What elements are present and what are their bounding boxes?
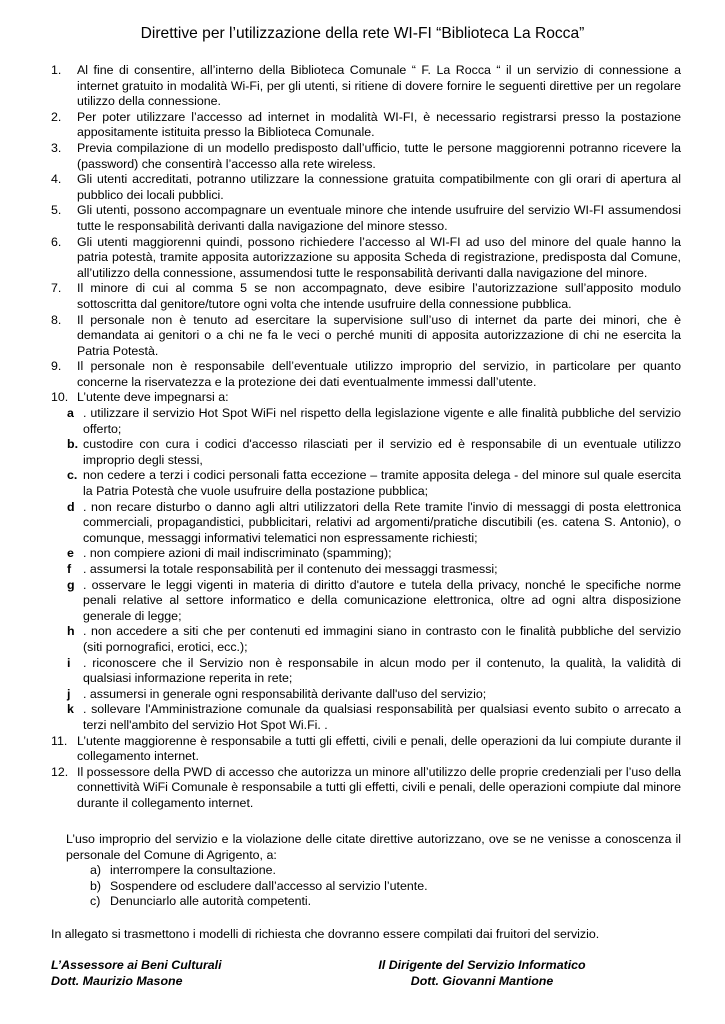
action-item [90, 863, 681, 879]
signature-name: Dott. Giovanni Mantione [410, 973, 554, 988]
sub-item [51, 468, 681, 499]
action-letter: b) [90, 878, 102, 893]
sub-item-text: . riconoscere che il Servizio non è responsabile in alcun modo per il contenuto, la qualità, la validità di qualsiasi informazione reperita in rete; [83, 655, 681, 686]
item-number: 5. [51, 203, 62, 218]
sub-item-letter: a [67, 406, 74, 421]
action-text: interrompere la consultazione. [110, 863, 276, 878]
sub-item [51, 656, 681, 687]
sub-item-text: . osservare le leggi vigenti in materia di diritto d'autore e tutela della privacy, nonché le specifiche norme penali relative al settore informatico e della comunicazione elettronica, oltre ad ogni altra disposizione generale di legge; [83, 577, 681, 623]
item-text: Il possessore della PWD di accesso che autorizza un minore all’utilizzo delle proprie credenziali per l’uso della connettività WiFi Comunale è responsabile a tutti gli effetti, civili e penali, delle operazioni compiute dal minore durante il collegamento internet. [77, 764, 681, 810]
list-item [51, 110, 681, 141]
sub-item-text: . assumersi in generale ogni responsabilità derivante dall'uso del servizio; [83, 686, 487, 701]
sub-item-text: . non recare disturbo o danno agli altri utilizzatori della Rete tramite l'invio di messaggi di posta elettronica commerciali, propagandistici, pubblicitari, relativi ad argomenti/pratiche discutibili (es. catena S. Antonio), o comunque, messaggi informativi telematici non espressamente richiesti; [83, 499, 681, 545]
action-letter: c) [90, 894, 101, 909]
attachment-note: In allegato si trasmettono i modelli di richiesta che dovranno essere compilati dai fruitori del servizio. [51, 927, 600, 941]
list-item [51, 390, 681, 406]
sub-item-letter: g [67, 577, 75, 592]
action-item [90, 879, 681, 895]
sub-item [51, 546, 681, 562]
item-text: Gli utenti accreditati, potranno utilizzare la connessione gratuita compatibilmente con gli orari di apertura al pubblico dei locali pubblici. [77, 172, 681, 202]
list-item [51, 63, 681, 110]
sub-item-text: . non accedere a siti che per contenuti ed immagini siano in contrasto con le finalità pubbliche del servizio (siti pornografici, erotici, ecc.); [83, 624, 681, 654]
closing-section [66, 832, 681, 910]
list-item [51, 313, 681, 360]
signature-dirigente [352, 958, 612, 989]
sub-item-letter: e [67, 546, 74, 561]
list-item [51, 172, 681, 203]
action-item [90, 894, 681, 910]
item-number: 7. [51, 281, 62, 296]
sub-item [51, 500, 681, 547]
list-item [51, 765, 681, 812]
item-text: Gli utenti maggiorenni quindi, possono richiedere l’accesso al WI-FI ad uso del minore del quale hanno la patria potestà, tramite apposita autorizzazione su apposita Scheda di registrazione, predisposta dal Comune, all’utilizzo della connessione, assumendosi tutte le responsabilità derivanti dalla navigazione del minore. [77, 234, 681, 280]
sub-item [51, 406, 681, 437]
sub-item-letter: d [67, 499, 75, 514]
sub-item-text: . sollevare l'Amministrazione comunale da qualsiasi responsabilità per qualsiasi evento subito o arrecato a terzi nell'ambito del servizio Hot Spot Wi.Fi. . [83, 702, 681, 732]
item-number: 3. [51, 140, 62, 155]
item-number: 4. [51, 172, 62, 187]
action-text: Denunciarlo alle autorità competenti. [110, 894, 312, 909]
sub-item [51, 578, 681, 625]
directives-list [51, 63, 681, 812]
item-text: Per poter utilizzare l’accesso ad internet in modalità WI-FI, è necessario registrarsi presso la postazione appositamente istituita presso la Biblioteca Comunale. [77, 109, 681, 140]
list-item [51, 359, 681, 390]
list-item [51, 203, 681, 234]
item-number: 6. [51, 234, 62, 249]
item-text: Previa compilazione di un modello predisposto dall’ufficio, tutte le persone maggiorenni potranno ricevere la (password) che consentirà l’accesso alla rete wireless. [77, 140, 681, 171]
signature-role: Il Dirigente del Servizio Informatico [378, 958, 586, 972]
sub-item-text: non cedere a terzi i codici personali fatta eccezione – tramite apposita delega - del minore sul quale esercita la Patria Potestà che vuole usufruire della postazione pubblica; [83, 468, 681, 499]
action-text: Sospendere od escludere dall’accesso al servizio l’utente. [110, 878, 428, 893]
sub-item-letter: f [67, 562, 72, 576]
sub-item-letter: i [67, 655, 71, 670]
sub-item [51, 687, 681, 703]
actions-list [66, 863, 681, 910]
item-number: 12. [51, 764, 69, 779]
signature-role: L’Assessore ai Beni Culturali [51, 958, 222, 972]
item-number: 8. [51, 312, 62, 327]
list-item [51, 141, 681, 172]
item-text: Il personale non è responsabile dell’eventuale utilizzo improprio del servizio, in particolare per quanto concerne la riservatezza e la protezione dei dati eventualmente immessi dall’utente. [77, 359, 681, 389]
item-number: 11. [51, 733, 68, 748]
sub-item-text: . utilizzare il servizio Hot Spot WiFi nel rispetto della legislazione vigente e alle finalità pubbliche del servizio offerto; [83, 406, 681, 436]
item-text: L’utente maggiorenne è responsabile a tutti gli effetti, civili e penali, delle operazioni da lui compiute durante il collegamento internet. [77, 733, 681, 764]
sub-item [51, 437, 681, 468]
item-number: 2. [51, 109, 62, 124]
item-number: 9. [51, 359, 62, 374]
item-number: 1. [51, 63, 62, 77]
sub-item-letter: k [67, 702, 74, 717]
item-number: 10. [51, 390, 69, 405]
sub-item [51, 624, 681, 655]
sub-item-letter: j [67, 686, 71, 701]
item-text: Il personale non è tenuto ad esercitare la supervisione sull’uso di internet da parte dei minori, che è demandata ai genitori o a chi ne fa le veci o perché muniti di apposita autorizzazione di chi ne esercita la Patria Potestà. [77, 312, 681, 358]
list-item [51, 734, 681, 765]
list-item [51, 281, 681, 312]
list-item [51, 235, 681, 282]
signature-name: Dott. Maurizio Masone [51, 973, 183, 988]
sub-item-text: . assumersi la totale responsabilità per il contenuto dei messaggi trasmessi; [83, 562, 498, 576]
closing-intro: L’uso improprio del servizio e la violazione delle citate direttive autorizzano, ove se ne venisse a conoscenza il personale del Comune di Agrigento, a: [66, 832, 681, 862]
sub-item-letter: c. [67, 468, 78, 483]
sub-item-letter: b. [67, 437, 79, 452]
sub-item-letter: h [67, 624, 75, 639]
item-text: Al fine di consentire, all’interno della Biblioteca Comunale “ F. La Rocca “ il un servizio di connessione a internet gratuito in modalità Wi-Fi, per gli utenti, si ritiene di dovere fornire le seguenti direttive per un regolare utilizzo della connessione. [77, 63, 681, 109]
signature-assessore [51, 958, 222, 989]
item-text: Gli utenti, possono accompagnare un eventuale minore che intende usufruire del servizio WI-FI assumendosi tutte le responsabilità derivanti dalla navigazione del minore stesso. [77, 203, 681, 233]
sub-item-text: custodire con cura i codici d'accesso rilasciati per il servizio ed è responsabile di un eventuale utilizzo improprio degli stessi, [83, 437, 681, 467]
document-title: Direttive per l’utilizzazione della rete WI-FI “Biblioteca La Rocca” [140, 25, 585, 42]
item-text: L’utente deve impegnarsi a: [77, 390, 229, 405]
sub-item [51, 702, 681, 733]
sub-item-text: . non compiere azioni di mail indiscriminato (spamming); [83, 546, 392, 561]
item-text: Il minore di cui al comma 5 se non accompagnato, deve esibire l’autorizzazione sull’apposito modulo sottoscritta dal genitore/tutore ogni volta che intende usufruire della connessione pubblica. [77, 281, 681, 311]
action-letter: a) [90, 863, 102, 878]
sub-item [51, 562, 681, 578]
